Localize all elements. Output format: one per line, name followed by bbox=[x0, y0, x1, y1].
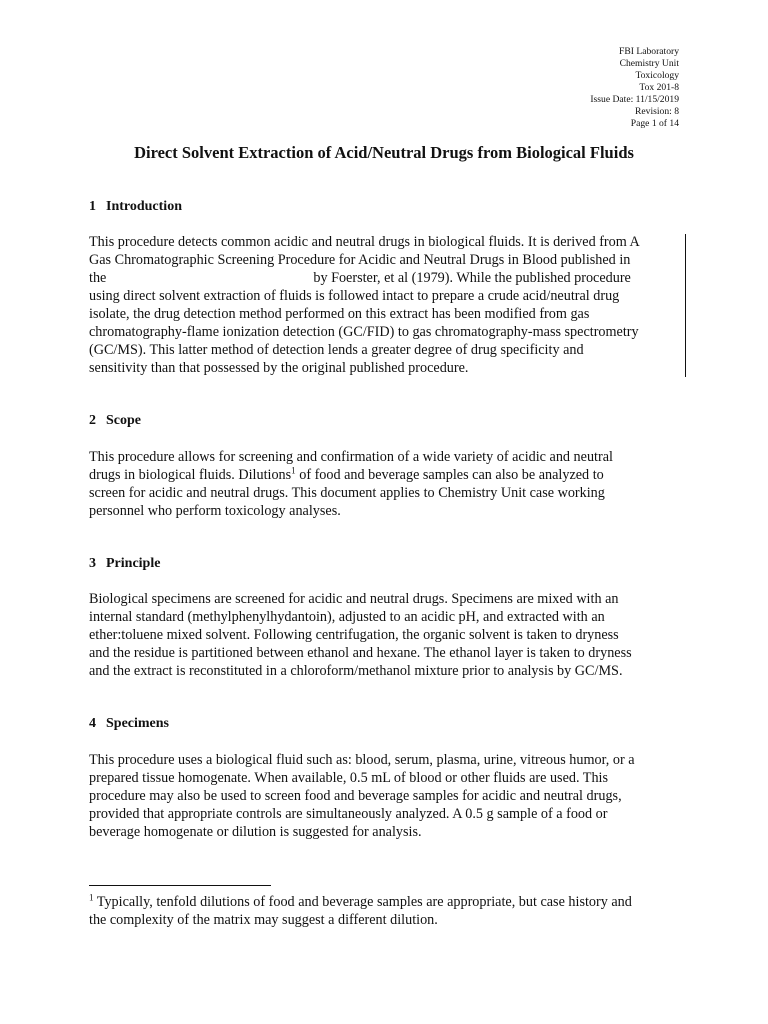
text-line: sensitivity than that possessed by the original published procedure. bbox=[89, 360, 469, 376]
footnote-marker: 1 bbox=[89, 892, 94, 903]
text-fragment: Typically, tenfold dilutions of food and beverage samples are appropriate, but case history and bbox=[93, 894, 632, 910]
section-heading-scope bbox=[89, 413, 141, 429]
text-line: This procedure detects common acidic and neutral drugs in biological fluids. It is derived from A bbox=[89, 234, 640, 250]
section-title: Scope bbox=[106, 413, 141, 428]
text-line: chromatography-flame ionization detection (GC/FID) to gas chromatography-mass spectrometry bbox=[89, 324, 639, 340]
footnote-reference[interactable]: 1 bbox=[291, 465, 296, 476]
text-fragment: the bbox=[89, 270, 107, 286]
text-fragment: drugs in biological fluids. Dilutions bbox=[89, 467, 292, 483]
footnote-separator bbox=[89, 885, 271, 886]
specimens-paragraph bbox=[89, 751, 689, 841]
text-line bbox=[89, 466, 689, 484]
text-line: prepared tissue homogenate. When available, 0.5 mL of blood or other fluids are used. This bbox=[89, 770, 609, 786]
section-heading-specimens bbox=[89, 716, 169, 732]
text-line: This procedure allows for screening and confirmation of a wide variety of acidic and neutral bbox=[89, 449, 613, 465]
header-discipline: Toxicology bbox=[635, 70, 679, 81]
text-fragment: of food and beverage samples can also be analyzed to bbox=[295, 467, 604, 483]
text-line: beverage homogenate or dilution is suggested for analysis. bbox=[89, 824, 422, 840]
header-page-number: Page 1 of 14 bbox=[630, 118, 679, 129]
section-title: Introduction bbox=[106, 199, 182, 214]
text-line: ether:toluene mixed solvent. Following centrifugation, the organic solvent is taken to dryness bbox=[89, 627, 619, 643]
section-number: 1 bbox=[89, 199, 96, 214]
text-line bbox=[89, 269, 689, 287]
section-title: Principle bbox=[106, 556, 161, 571]
document-title: Direct Solvent Extraction of Acid/Neutral Drugs from Biological Fluids bbox=[134, 143, 634, 162]
principle-paragraph bbox=[89, 590, 689, 680]
text-line: provided that appropriate controls are simultaneously analyzed. A 0.5 g sample of a food or bbox=[89, 806, 608, 822]
header-unit: Chemistry Unit bbox=[619, 58, 679, 69]
header-revision: Revision: 8 bbox=[635, 106, 679, 117]
document-header bbox=[590, 46, 679, 130]
text-line: isolate, the drug detection method performed on this extract has been modified from gas bbox=[89, 306, 590, 322]
introduction-paragraph bbox=[89, 233, 689, 377]
text-fragment: by Foerster, et al (1979). While the published procedure bbox=[313, 270, 631, 286]
text-line: using direct solvent extraction of fluids is followed intact to prepare a crude acid/neutral drug bbox=[89, 288, 620, 304]
scope-paragraph bbox=[89, 448, 689, 520]
text-line: This procedure uses a biological fluid such as: blood, serum, plasma, urine, vitreous humor, or a bbox=[89, 752, 635, 768]
text-line: Biological specimens are screened for acidic and neutral drugs. Specimens are mixed with an bbox=[89, 591, 619, 607]
text-line: the complexity of the matrix may suggest a different dilution. bbox=[89, 912, 438, 928]
section-heading-principle bbox=[89, 556, 160, 572]
section-number: 2 bbox=[89, 413, 96, 428]
text-line: and the extract is reconstituted in a chloroform/methanol mixture prior to analysis by GC/MS. bbox=[89, 663, 623, 679]
section-number: 4 bbox=[89, 716, 96, 731]
text-line: procedure may also be used to screen food and beverage samples for acidic and neutral drugs, bbox=[89, 788, 622, 804]
text-line: internal standard (methylphenylhydantoin), adjusted to an acidic pH, and extracted with an bbox=[89, 609, 605, 625]
text-line: Gas Chromatographic Screening Procedure for Acidic and Neutral Drugs in Blood published in bbox=[89, 252, 631, 268]
section-number: 3 bbox=[89, 556, 96, 571]
header-issue-date: Issue Date: 11/15/2019 bbox=[590, 94, 679, 105]
footnote bbox=[89, 893, 689, 929]
text-line: and the residue is partitioned between ethanol and hexane. The ethanol layer is taken to dryness bbox=[89, 645, 632, 661]
text-line: (GC/MS). This latter method of detection lends a greater degree of drug specificity and bbox=[89, 342, 584, 358]
header-doc-id: Tox 201-8 bbox=[639, 82, 679, 93]
header-lab: FBI Laboratory bbox=[619, 46, 679, 57]
revision-change-bar bbox=[685, 234, 686, 377]
text-line: personnel who perform toxicology analyses. bbox=[89, 503, 341, 519]
section-heading-introduction bbox=[89, 199, 182, 215]
text-line bbox=[89, 893, 689, 911]
section-title: Specimens bbox=[106, 716, 169, 731]
text-line: screen for acidic and neutral drugs. This document applies to Chemistry Unit case working bbox=[89, 485, 605, 501]
